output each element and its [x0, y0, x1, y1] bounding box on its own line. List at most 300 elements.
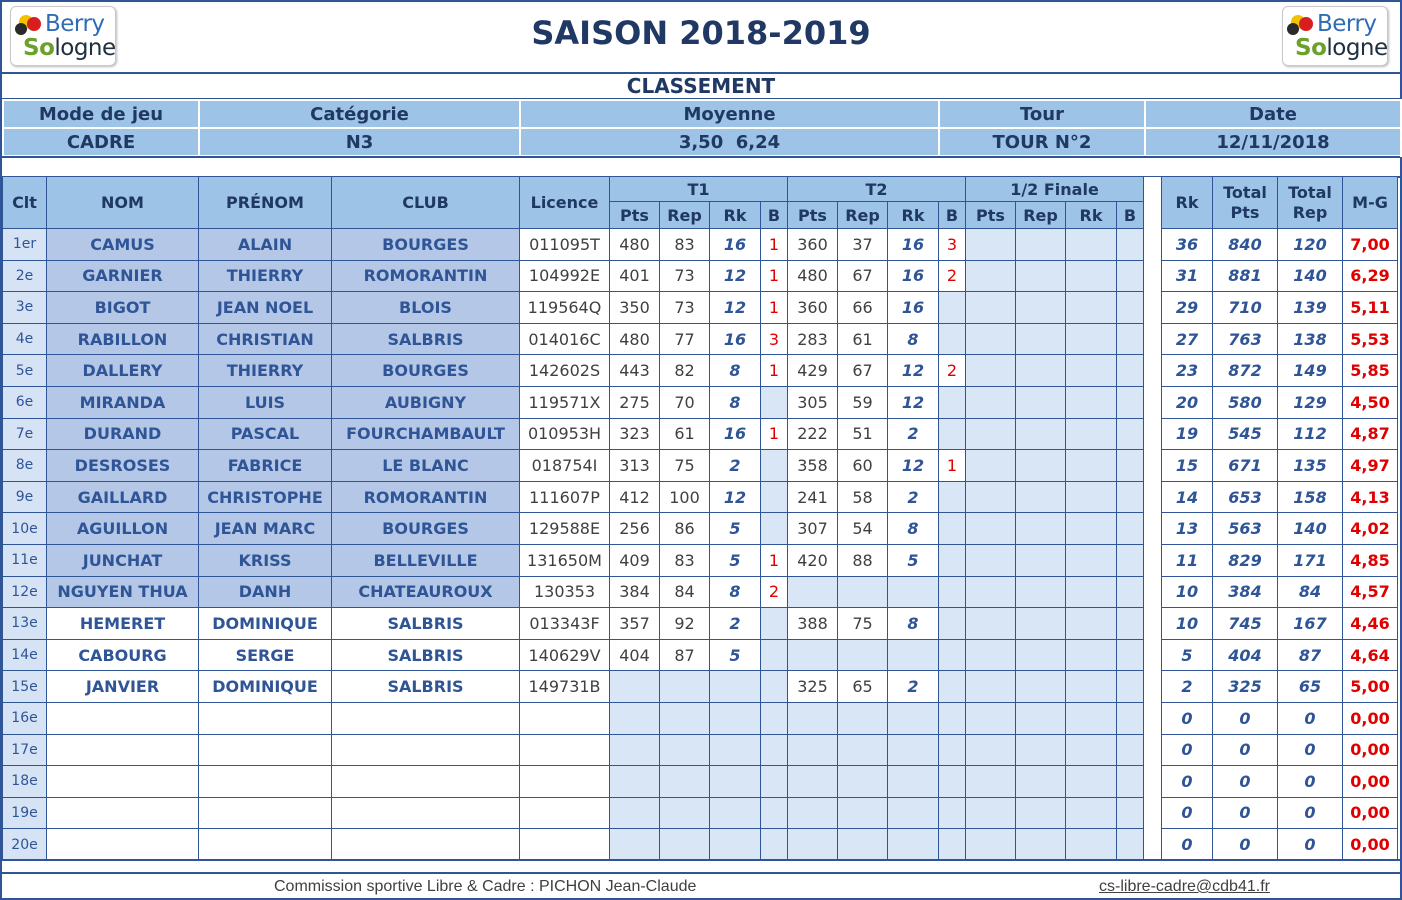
table-row [3, 418, 1398, 450]
table-row [3, 450, 1398, 482]
cell-mg: 4,57 [1343, 576, 1398, 608]
cell-club: AUBIGNY [332, 386, 520, 418]
cell-t1-rep [660, 702, 710, 734]
cell-rk-total: 0 [1162, 734, 1213, 766]
cell-t2-rk [888, 829, 939, 861]
cell-t1-b [761, 450, 788, 482]
cell-total-pts: 325 [1213, 671, 1278, 703]
cell-semi-rk [1066, 229, 1117, 261]
cell-t2-rk: 12 [888, 355, 939, 387]
cell-licence: 119564Q [520, 292, 610, 324]
cell-total-rep: 0 [1278, 766, 1343, 798]
column-gap [1144, 702, 1162, 734]
cell-total-rep: 139 [1278, 292, 1343, 324]
cell-mg: 0,00 [1343, 702, 1398, 734]
cell-semi-pts [966, 513, 1016, 545]
cell-semi-pts [966, 229, 1016, 261]
col-t1-rep: Rep [660, 202, 710, 229]
cell-t2-b: 1 [939, 450, 966, 482]
cell-t2-rk: 2 [888, 671, 939, 703]
cell-t2-pts [788, 829, 838, 861]
cell-t1-pts [610, 702, 660, 734]
cell-semi-b [1117, 260, 1144, 292]
cell-club: BOURGES [332, 229, 520, 261]
cell-mg: 5,85 [1343, 355, 1398, 387]
cell-total-pts: 840 [1213, 229, 1278, 261]
cell-t2-pts: 307 [788, 513, 838, 545]
cell-clt: 19e [3, 797, 47, 829]
cell-prenom: DANH [199, 576, 332, 608]
cell-semi-pts [966, 702, 1016, 734]
cell-semi-rep [1016, 260, 1066, 292]
cell-semi-b [1117, 513, 1144, 545]
cell-t1-rep [660, 766, 710, 798]
column-gap [1144, 829, 1162, 861]
table-row [3, 260, 1398, 292]
cell-total-rep: 171 [1278, 544, 1343, 576]
cell-semi-rk [1066, 576, 1117, 608]
cell-club: ROMORANTIN [332, 260, 520, 292]
cell-clt: 4e [3, 323, 47, 355]
cell-mg: 6,29 [1343, 260, 1398, 292]
cell-licence: 149731B [520, 671, 610, 703]
cell-t2-b [939, 639, 966, 671]
cell-t2-pts: 388 [788, 608, 838, 640]
cell-licence: 104992E [520, 260, 610, 292]
cell-t1-rk [710, 671, 761, 703]
col-t2-rep: Rep [838, 202, 888, 229]
cell-semi-rk [1066, 323, 1117, 355]
cell-t1-rep: 75 [660, 450, 710, 482]
cell-club: ROMORANTIN [332, 481, 520, 513]
cell-t1-rk: 16 [710, 418, 761, 450]
cell-t2-b [939, 829, 966, 861]
cell-t1-rep: 73 [660, 292, 710, 324]
cell-t2-pts [788, 702, 838, 734]
cell-total-pts: 404 [1213, 639, 1278, 671]
cell-t1-b: 1 [761, 229, 788, 261]
cell-t1-rep [660, 734, 710, 766]
cell-semi-pts [966, 450, 1016, 482]
cell-t1-pts [610, 671, 660, 703]
cell-total-rep: 0 [1278, 702, 1343, 734]
cell-licence: 013343F [520, 608, 610, 640]
cell-semi-rep [1016, 355, 1066, 387]
cell-semi-pts [966, 355, 1016, 387]
cell-t1-pts: 480 [610, 229, 660, 261]
cell-semi-rep [1016, 450, 1066, 482]
footer-email-link[interactable]: cs-libre-cadre@cdb41.fr [1099, 878, 1270, 895]
cell-semi-rk [1066, 386, 1117, 418]
cell-t2-pts: 480 [788, 260, 838, 292]
cell-clt: 14e [3, 639, 47, 671]
separator [2, 156, 1400, 178]
cell-t2-b [939, 702, 966, 734]
cell-licence: 010953H [520, 418, 610, 450]
cell-club [332, 797, 520, 829]
table-row [3, 734, 1398, 766]
cell-semi-rep [1016, 797, 1066, 829]
cell-t2-rk [888, 639, 939, 671]
cell-semi-rk [1066, 702, 1117, 734]
cell-t2-rep: 67 [838, 355, 888, 387]
info-label-tour: Tour [939, 100, 1145, 128]
cell-t1-rk: 5 [710, 544, 761, 576]
col-semi-b: B [1117, 202, 1144, 229]
col-t2-rk: Rk [888, 202, 939, 229]
cell-total-rep: 167 [1278, 608, 1343, 640]
cell-semi-rep [1016, 418, 1066, 450]
logo-red-ball-icon [1299, 17, 1313, 31]
cell-t1-rep: 70 [660, 386, 710, 418]
cell-t1-b: 1 [761, 355, 788, 387]
column-gap [1144, 671, 1162, 703]
cell-prenom: JEAN MARC [199, 513, 332, 545]
cell-total-pts: 745 [1213, 608, 1278, 640]
cell-t1-rep [660, 829, 710, 861]
cell-licence: 142602S [520, 355, 610, 387]
col-t1-rk: Rk [710, 202, 761, 229]
info-label-date: Date [1145, 100, 1401, 128]
cell-mg: 4,85 [1343, 544, 1398, 576]
cell-t2-rep: 75 [838, 608, 888, 640]
cell-mg: 4,13 [1343, 481, 1398, 513]
column-gap [1144, 576, 1162, 608]
column-gap [1144, 450, 1162, 482]
cell-clt: 1er [3, 229, 47, 261]
cell-total-pts: 881 [1213, 260, 1278, 292]
cell-t1-rep [660, 671, 710, 703]
info-labels-row [3, 100, 1401, 128]
cell-t2-pts: 283 [788, 323, 838, 355]
cell-clt: 17e [3, 734, 47, 766]
cell-semi-rep [1016, 481, 1066, 513]
cell-semi-pts [966, 260, 1016, 292]
cell-t1-b: 3 [761, 323, 788, 355]
cell-t2-pts: 358 [788, 450, 838, 482]
cell-t2-b [939, 292, 966, 324]
cell-nom [47, 829, 199, 861]
cell-rk-total: 19 [1162, 418, 1213, 450]
cell-t2-rk [888, 576, 939, 608]
column-gap [1144, 229, 1162, 261]
cell-t2-rep: 59 [838, 386, 888, 418]
cell-club: BOURGES [332, 513, 520, 545]
cell-t2-rk: 5 [888, 544, 939, 576]
table-row [3, 608, 1398, 640]
cell-t1-rep: 77 [660, 323, 710, 355]
cell-total-pts: 580 [1213, 386, 1278, 418]
cell-t2-b [939, 766, 966, 798]
cell-total-pts: 653 [1213, 481, 1278, 513]
cell-rk-total: 11 [1162, 544, 1213, 576]
cell-t1-rk: 5 [710, 639, 761, 671]
info-value-date: 12/11/2018 [1145, 128, 1401, 156]
cell-prenom: CHRISTIAN [199, 323, 332, 355]
cell-t2-rep: 54 [838, 513, 888, 545]
cell-total-rep: 149 [1278, 355, 1343, 387]
cell-t1-rep: 83 [660, 544, 710, 576]
cell-t2-rk [888, 766, 939, 798]
table-row [3, 513, 1398, 545]
cell-t1-rk [710, 766, 761, 798]
cell-t2-pts [788, 797, 838, 829]
column-gap [1144, 355, 1162, 387]
cell-prenom [199, 734, 332, 766]
cell-rk-total: 5 [1162, 639, 1213, 671]
cell-rk-total: 29 [1162, 292, 1213, 324]
cell-t1-rk: 12 [710, 481, 761, 513]
cell-total-rep: 65 [1278, 671, 1343, 703]
cell-t1-pts [610, 734, 660, 766]
cell-t1-rk: 8 [710, 576, 761, 608]
cell-club: FOURCHAMBAULT [332, 418, 520, 450]
cell-t2-rk: 16 [888, 229, 939, 261]
cell-semi-rep [1016, 702, 1066, 734]
column-gap [1144, 797, 1162, 829]
cell-t1-rk: 16 [710, 323, 761, 355]
cell-t2-pts: 325 [788, 671, 838, 703]
cell-t1-b [761, 386, 788, 418]
cell-semi-rk [1066, 734, 1117, 766]
cell-nom [47, 766, 199, 798]
cell-nom [47, 734, 199, 766]
cell-total-pts: 671 [1213, 450, 1278, 482]
cell-semi-rk [1066, 355, 1117, 387]
cell-t2-pts [788, 734, 838, 766]
cell-t2-rk [888, 702, 939, 734]
cell-t2-b [939, 323, 966, 355]
cell-t1-b [761, 671, 788, 703]
cell-semi-pts [966, 829, 1016, 861]
cell-t2-rep [838, 734, 888, 766]
logo-text-berry: Berry [1317, 11, 1377, 37]
column-gap [1144, 608, 1162, 640]
cell-t2-rk: 16 [888, 260, 939, 292]
cell-t1-pts: 443 [610, 355, 660, 387]
cell-t2-rep: 37 [838, 229, 888, 261]
cell-semi-rk [1066, 766, 1117, 798]
cell-semi-pts [966, 766, 1016, 798]
cell-rk-total: 13 [1162, 513, 1213, 545]
cell-t1-pts: 323 [610, 418, 660, 450]
cell-t1-b [761, 481, 788, 513]
column-gap [1144, 544, 1162, 576]
cell-total-rep: 140 [1278, 260, 1343, 292]
cell-clt: 3e [3, 292, 47, 324]
cell-mg: 4,97 [1343, 450, 1398, 482]
cell-t2-b: 3 [939, 229, 966, 261]
cell-prenom: DOMINIQUE [199, 671, 332, 703]
cell-nom: GAILLARD [47, 481, 199, 513]
cell-t1-rk: 5 [710, 513, 761, 545]
cell-t1-pts: 412 [610, 481, 660, 513]
cell-t1-rk: 16 [710, 229, 761, 261]
cell-t2-rep: 67 [838, 260, 888, 292]
cell-t1-rk: 8 [710, 355, 761, 387]
cell-t1-b [761, 608, 788, 640]
col-semi-pts: Pts [966, 202, 1016, 229]
cell-semi-rk [1066, 513, 1117, 545]
cell-total-pts: 563 [1213, 513, 1278, 545]
cell-t1-rep: 92 [660, 608, 710, 640]
col-t1-pts: Pts [610, 202, 660, 229]
cell-semi-b [1117, 671, 1144, 703]
cell-clt: 10e [3, 513, 47, 545]
column-gap [1144, 766, 1162, 798]
cell-t2-b [939, 544, 966, 576]
table-row [3, 229, 1398, 261]
cell-nom [47, 797, 199, 829]
cell-club: SALBRIS [332, 671, 520, 703]
cell-t2-rep [838, 639, 888, 671]
cell-t1-b: 1 [761, 544, 788, 576]
cell-t2-b [939, 418, 966, 450]
cell-semi-pts [966, 797, 1016, 829]
cell-t1-b [761, 639, 788, 671]
cell-club [332, 702, 520, 734]
cell-t2-rep: 61 [838, 323, 888, 355]
cell-t1-b [761, 766, 788, 798]
cell-total-rep: 0 [1278, 829, 1343, 861]
cell-semi-b [1117, 639, 1144, 671]
cell-t2-rk: 8 [888, 513, 939, 545]
cell-club [332, 766, 520, 798]
cell-t2-rep [838, 576, 888, 608]
cell-t2-b [939, 576, 966, 608]
cell-t2-rk: 16 [888, 292, 939, 324]
cell-total-rep: 140 [1278, 513, 1343, 545]
cell-total-rep: 120 [1278, 229, 1343, 261]
cell-total-pts: 0 [1213, 797, 1278, 829]
cell-clt: 18e [3, 766, 47, 798]
col-group-t1: T1 [610, 177, 788, 202]
cell-t2-pts: 360 [788, 292, 838, 324]
cell-licence: 111607P [520, 481, 610, 513]
cell-total-pts: 0 [1213, 829, 1278, 861]
column-gap [1144, 177, 1162, 229]
cell-t2-pts [788, 766, 838, 798]
cell-t1-rep: 84 [660, 576, 710, 608]
cell-prenom: DOMINIQUE [199, 608, 332, 640]
cell-semi-pts [966, 323, 1016, 355]
cell-mg: 4,46 [1343, 608, 1398, 640]
cell-nom: RABILLON [47, 323, 199, 355]
cell-semi-rep [1016, 734, 1066, 766]
cell-t2-rep: 58 [838, 481, 888, 513]
cell-semi-rep [1016, 608, 1066, 640]
footer-separator [2, 859, 1400, 871]
column-gap [1144, 734, 1162, 766]
cell-total-rep: 0 [1278, 734, 1343, 766]
cell-t2-pts [788, 639, 838, 671]
cell-prenom: ALAIN [199, 229, 332, 261]
cell-semi-pts [966, 608, 1016, 640]
table-row [3, 702, 1398, 734]
cell-prenom: THIERRY [199, 355, 332, 387]
cell-total-rep: 87 [1278, 639, 1343, 671]
cell-prenom: LUIS [199, 386, 332, 418]
col-t2-b: B [939, 202, 966, 229]
cell-clt: 12e [3, 576, 47, 608]
col-group-t2: T2 [788, 177, 966, 202]
cell-licence: 018754I [520, 450, 610, 482]
cell-mg: 5,11 [1343, 292, 1398, 324]
info-value-tour: TOUR N°2 [939, 128, 1145, 156]
cell-mg: 5,53 [1343, 323, 1398, 355]
cell-t1-b [761, 734, 788, 766]
cell-nom: AGUILLON [47, 513, 199, 545]
cell-t1-pts: 313 [610, 450, 660, 482]
cell-t1-rep: 86 [660, 513, 710, 545]
header-row-1 [3, 177, 1398, 202]
cell-mg: 4,87 [1343, 418, 1398, 450]
cell-t2-rep: 60 [838, 450, 888, 482]
cell-prenom: PASCAL [199, 418, 332, 450]
cell-t1-pts: 409 [610, 544, 660, 576]
cell-rk-total: 0 [1162, 829, 1213, 861]
cell-t1-rep: 73 [660, 260, 710, 292]
cell-clt: 5e [3, 355, 47, 387]
cell-nom: JUNCHAT [47, 544, 199, 576]
cell-semi-pts [966, 639, 1016, 671]
cell-nom: GARNIER [47, 260, 199, 292]
cell-clt: 13e [3, 608, 47, 640]
col-club: CLUB [332, 177, 520, 229]
cell-mg: 7,00 [1343, 229, 1398, 261]
cell-t2-rep: 51 [838, 418, 888, 450]
info-table [2, 99, 1402, 157]
cell-rk-total: 23 [1162, 355, 1213, 387]
cell-t2-rk: 2 [888, 481, 939, 513]
cell-semi-rep [1016, 544, 1066, 576]
cell-t1-pts: 404 [610, 639, 660, 671]
column-gap [1144, 292, 1162, 324]
cell-club: LE BLANC [332, 450, 520, 482]
cell-prenom [199, 766, 332, 798]
cell-total-pts: 763 [1213, 323, 1278, 355]
classement-heading: CLASSEMENT [2, 74, 1400, 100]
cell-licence: 140629V [520, 639, 610, 671]
table-row [3, 386, 1398, 418]
cell-t2-b [939, 481, 966, 513]
cell-t1-rep: 61 [660, 418, 710, 450]
column-gap [1144, 260, 1162, 292]
cell-total-rep: 158 [1278, 481, 1343, 513]
col-mg: M-G [1343, 177, 1398, 229]
cell-prenom: SERGE [199, 639, 332, 671]
cell-total-rep: 135 [1278, 450, 1343, 482]
logo-text-berry: Berry [45, 11, 105, 37]
cell-licence: 131650M [520, 544, 610, 576]
cell-prenom: THIERRY [199, 260, 332, 292]
col-t2-pts: Pts [788, 202, 838, 229]
info-label-mode: Mode de jeu [3, 100, 199, 128]
cell-club: BOURGES [332, 355, 520, 387]
cell-semi-rk [1066, 544, 1117, 576]
cell-t2-rk [888, 797, 939, 829]
cell-semi-pts [966, 481, 1016, 513]
table-row [3, 766, 1398, 798]
cell-prenom: FABRICE [199, 450, 332, 482]
logo-text-sologne: Sologne [23, 35, 116, 61]
cell-semi-rep [1016, 229, 1066, 261]
cell-t2-rk: 12 [888, 386, 939, 418]
cell-total-pts: 0 [1213, 734, 1278, 766]
cell-t1-rk: 8 [710, 386, 761, 418]
cell-clt: 7e [3, 418, 47, 450]
cell-t1-b: 2 [761, 576, 788, 608]
